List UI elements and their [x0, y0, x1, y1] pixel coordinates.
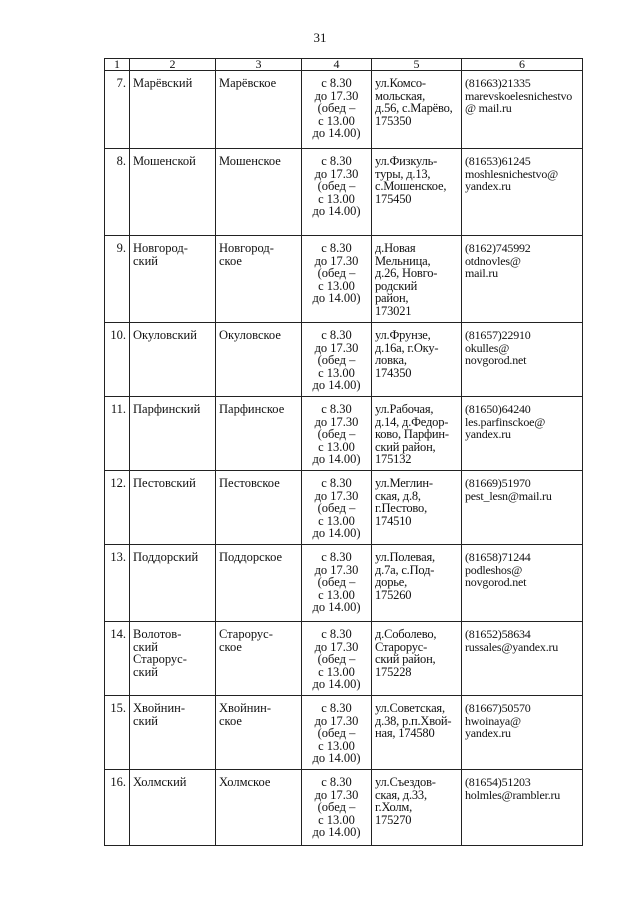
working-hours-line: с 13.00	[318, 812, 355, 827]
district-name	[130, 696, 216, 770]
forestry-registry-table	[104, 58, 583, 846]
table-row	[105, 545, 583, 622]
contact-info-line: marevskoelesnichestvo	[465, 88, 573, 103]
forestry-name-line: Поддорское	[219, 550, 283, 564]
row-number: 8.	[105, 149, 130, 236]
postal-address-line: район,	[375, 291, 409, 305]
postal-address-line: ская, д.33,	[375, 787, 427, 802]
district-name-line: Парфинский	[133, 402, 201, 416]
postal-address-line: родский	[375, 278, 418, 293]
working-hours-line: с 8.30	[321, 76, 352, 90]
working-hours-line: с 13.00	[318, 191, 355, 206]
contact-info-line: (8162)745992	[465, 241, 531, 255]
postal-address-line: д.38, р.п.Хвой-	[375, 713, 452, 728]
postal-address-line: д.56, с.Марёво,	[375, 101, 453, 115]
working-hours-line: с 8.30	[321, 775, 352, 789]
postal-address-line: ул.Комсо-	[375, 76, 426, 90]
working-hours-line: (обед –	[317, 726, 356, 740]
postal-address-line: 174510	[375, 513, 412, 528]
table-row	[105, 149, 583, 236]
working-hours-line: с 13.00	[318, 439, 355, 454]
working-hours-line: до 14.00)	[312, 526, 361, 540]
postal-address-line: д.26, Новго-	[375, 266, 438, 280]
row-number: 10.	[105, 323, 130, 397]
contact-info-line: novgorod.net	[465, 575, 527, 589]
district-name	[130, 545, 216, 622]
working-hours-line: (обед –	[317, 575, 356, 589]
postal-address-line: ул.Фрунзе,	[375, 328, 431, 342]
working-hours-line: до 14.00)	[312, 378, 361, 392]
working-hours-line: (обед –	[317, 800, 356, 814]
forestry-name-line: Хвойнин-	[219, 701, 272, 715]
working-hours-line: до 14.00)	[312, 452, 361, 466]
working-hours	[302, 471, 372, 545]
postal-address-line: 175260	[375, 587, 412, 602]
row-number: 11.	[105, 397, 130, 471]
forestry-name	[216, 397, 302, 471]
postal-address-line: 174350	[375, 365, 412, 380]
forestry-name	[216, 471, 302, 545]
postal-address-line: 175350	[375, 113, 412, 128]
working-hours-line: (обед –	[317, 652, 356, 666]
postal-address-line: дорье,	[375, 575, 408, 589]
postal-address-line: ский район,	[375, 439, 436, 454]
working-hours-line: до 17.30	[314, 88, 359, 103]
forestry-name	[216, 71, 302, 149]
forestry-name-line: Мошенское	[219, 154, 281, 168]
working-hours-line: (обед –	[317, 501, 356, 515]
working-hours	[302, 545, 372, 622]
contact-info-line: moshlesnichestvo@	[465, 166, 558, 181]
postal-address-line: ул.Советская,	[375, 701, 445, 715]
postal-address-line: д.7а, с.Под-	[375, 562, 435, 577]
postal-address-line: 173021	[375, 303, 412, 318]
district-name-line: Марёвский	[133, 76, 193, 90]
district-name	[130, 622, 216, 696]
working-hours-line: (обед –	[317, 179, 356, 193]
working-hours	[302, 397, 372, 471]
district-name-line: Хвойнин-	[133, 701, 186, 715]
district-name	[130, 236, 216, 323]
working-hours-line: до 17.30	[314, 713, 359, 728]
postal-address-line: ский район,	[375, 652, 436, 666]
working-hours-line: до 17.30	[314, 639, 359, 654]
district-name	[130, 397, 216, 471]
contact-info-line: (81652)58634	[465, 627, 531, 641]
postal-address-line: ул.Съездов-	[375, 775, 436, 789]
forestry-name-line: Марёвское	[219, 76, 277, 90]
postal-address-line: ул.Рабочая,	[375, 402, 434, 416]
working-hours-line: (обед –	[317, 266, 356, 280]
working-hours-line: с 13.00	[318, 113, 355, 128]
working-hours-line: с 8.30	[321, 701, 352, 715]
column-number-row	[105, 59, 583, 71]
forestry-name-line: Холмское	[219, 775, 271, 789]
contact-info	[462, 622, 583, 696]
working-hours-line: с 13.00	[318, 664, 355, 679]
contact-info-line: yandex.ru	[465, 726, 511, 740]
working-hours-line: (обед –	[317, 427, 356, 441]
working-hours-line: с 13.00	[318, 278, 355, 293]
column-header: 1	[105, 59, 130, 71]
postal-address	[372, 471, 462, 545]
postal-address-line: 175132	[375, 452, 412, 466]
column-header: 4	[302, 59, 372, 71]
working-hours-line: до 17.30	[314, 562, 359, 577]
contact-info-line: yandex.ru	[465, 179, 511, 193]
district-name-line: ский	[133, 713, 158, 728]
working-hours-line: до 14.00)	[312, 825, 361, 839]
table-row	[105, 471, 583, 545]
contact-info-line: (81663)21335	[465, 76, 531, 90]
district-name	[130, 71, 216, 149]
contact-info	[462, 397, 583, 471]
postal-address	[372, 397, 462, 471]
contact-info-line: pest_lesn@mail.ru	[465, 488, 552, 503]
working-hours	[302, 323, 372, 397]
postal-address-line: д.Новая	[375, 241, 416, 255]
contact-info-line: @ mail.ru	[465, 101, 512, 115]
working-hours-line: с 8.30	[321, 476, 352, 490]
row-number: 15.	[105, 696, 130, 770]
contact-info	[462, 696, 583, 770]
postal-address-line: г.Холм,	[375, 800, 413, 814]
district-name-line: Холмский	[133, 775, 187, 789]
forestry-name	[216, 236, 302, 323]
postal-address-line: ул.Физкуль-	[375, 154, 438, 168]
contact-info	[462, 71, 583, 149]
postal-address-line: д.14, д.Федор-	[375, 414, 449, 429]
postal-address-line: ул.Полевая,	[375, 550, 435, 564]
table-row	[105, 71, 583, 149]
working-hours-line: с 8.30	[321, 241, 352, 255]
postal-address-line: 175228	[375, 664, 412, 679]
postal-address	[372, 323, 462, 397]
postal-address-line: д.16а, г.Оку-	[375, 340, 439, 355]
contact-info-line: otdnovles@	[465, 253, 521, 268]
table-row	[105, 236, 583, 323]
postal-address-line: ская, д.8,	[375, 488, 421, 503]
postal-address	[372, 545, 462, 622]
table-row	[105, 622, 583, 696]
postal-address-line: Старорус-	[375, 639, 428, 654]
column-header: 5	[372, 59, 462, 71]
forestry-name	[216, 770, 302, 846]
postal-address-line: д.Соболево,	[375, 627, 437, 641]
contact-info-line: novgorod.net	[465, 353, 527, 367]
contact-info	[462, 770, 583, 846]
contact-info-line: yandex.ru	[465, 427, 511, 441]
contact-info	[462, 323, 583, 397]
working-hours-line: с 8.30	[321, 550, 352, 564]
postal-address-line: с.Мошенское,	[375, 179, 447, 193]
forestry-name-line: ское	[219, 639, 242, 654]
district-name-line: ский	[133, 253, 158, 268]
working-hours-line: с 13.00	[318, 738, 355, 753]
postal-address	[372, 149, 462, 236]
working-hours	[302, 622, 372, 696]
working-hours-line: до 17.30	[314, 488, 359, 503]
district-name-line: Мошенской	[133, 154, 196, 168]
page-number: 31	[313, 30, 327, 45]
contact-info	[462, 471, 583, 545]
postal-address-line: 175450	[375, 191, 412, 206]
forestry-name	[216, 149, 302, 236]
working-hours-line: с 13.00	[318, 365, 355, 380]
row-number: 16.	[105, 770, 130, 846]
contact-info-line: mail.ru	[465, 266, 498, 280]
working-hours-line: до 14.00)	[312, 126, 361, 140]
forestry-name	[216, 323, 302, 397]
district-name	[130, 471, 216, 545]
working-hours-line: до 17.30	[314, 787, 359, 802]
contact-info-line: holmles@rambler.ru	[465, 787, 561, 802]
postal-address-line: 175270	[375, 812, 412, 827]
postal-address-line: мольская,	[375, 88, 425, 103]
working-hours-line: с 8.30	[321, 402, 352, 416]
forestry-name	[216, 622, 302, 696]
row-number: 13.	[105, 545, 130, 622]
column-header: 6	[462, 59, 583, 71]
working-hours-line: с 13.00	[318, 513, 355, 528]
column-header: 3	[216, 59, 302, 71]
contact-info-line: (81658)71244	[465, 550, 531, 564]
forestry-name-line: Парфинское	[219, 402, 285, 416]
working-hours-line: до 17.30	[314, 414, 359, 429]
forestry-name-line: Новгород-	[219, 241, 274, 255]
working-hours	[302, 236, 372, 323]
contact-info	[462, 545, 583, 622]
postal-address-line: Мельница,	[375, 253, 431, 268]
forestry-name-line: Пестовское	[219, 476, 280, 490]
contact-info-line: hwoinaya@	[465, 713, 521, 728]
working-hours-line: до 17.30	[314, 166, 359, 181]
district-name-line: ский	[133, 639, 158, 654]
contact-info-line: (81654)51203	[465, 775, 531, 789]
district-name	[130, 323, 216, 397]
row-number: 7.	[105, 71, 130, 149]
table-row	[105, 770, 583, 846]
contact-info-line: (81669)51970	[465, 476, 531, 490]
contact-info-line: (81667)50570	[465, 701, 531, 715]
working-hours-line: до 14.00)	[312, 677, 361, 691]
postal-address	[372, 696, 462, 770]
contact-info	[462, 236, 583, 323]
working-hours-line: (обед –	[317, 101, 356, 115]
postal-address-line: г.Пестово,	[375, 501, 428, 515]
district-name-line: Новгород-	[133, 241, 188, 255]
postal-address-line: ул.Меглин-	[375, 476, 433, 490]
working-hours	[302, 71, 372, 149]
working-hours-line: до 17.30	[314, 253, 359, 268]
district-name-line: Окуловский	[133, 328, 197, 342]
table-row	[105, 397, 583, 471]
working-hours-line: до 14.00)	[312, 291, 361, 305]
postal-address	[372, 770, 462, 846]
contact-info-line: (81653)61245	[465, 154, 531, 168]
postal-address	[372, 622, 462, 696]
row-number: 12.	[105, 471, 130, 545]
contact-info-line: (81657)22910	[465, 328, 531, 342]
working-hours-line: с 8.30	[321, 328, 352, 342]
working-hours	[302, 770, 372, 846]
working-hours-line: до 14.00)	[312, 751, 361, 765]
district-name	[130, 149, 216, 236]
forestry-name	[216, 545, 302, 622]
district-name-line: Старорус-	[133, 652, 187, 666]
forestry-name-line: ское	[219, 253, 242, 268]
contact-info-line: okulles@	[465, 340, 510, 355]
working-hours-line: до 14.00)	[312, 204, 361, 218]
forestry-name-line: Окуловское	[219, 328, 281, 342]
contact-info-line: les.parfinsckoe@	[465, 414, 546, 429]
postal-address-line: ково, Парфин-	[375, 427, 449, 441]
postal-address-line: ная, 174580	[375, 726, 435, 740]
forestry-name-line: Старорус-	[219, 627, 273, 641]
district-name-line: Пестовский	[133, 476, 196, 490]
working-hours-line: до 14.00)	[312, 600, 361, 614]
working-hours-line: с 13.00	[318, 587, 355, 602]
working-hours-line: до 17.30	[314, 340, 359, 355]
forestry-name-line: ское	[219, 713, 242, 728]
contact-info-line: (81650)64240	[465, 402, 531, 416]
working-hours-line: с 8.30	[321, 154, 352, 168]
contact-info-line: podleshos@	[465, 562, 523, 577]
row-number: 14.	[105, 622, 130, 696]
table-row	[105, 323, 583, 397]
table-row	[105, 696, 583, 770]
working-hours	[302, 149, 372, 236]
column-header: 2	[130, 59, 216, 71]
postal-address-line: ловка,	[375, 353, 407, 367]
row-number: 9.	[105, 236, 130, 323]
district-name-line: Волотов-	[133, 627, 182, 641]
contact-info	[462, 149, 583, 236]
table-body	[105, 71, 583, 846]
working-hours-line: (обед –	[317, 353, 356, 367]
district-name	[130, 770, 216, 846]
forestry-name	[216, 696, 302, 770]
postal-address	[372, 71, 462, 149]
district-name-line: Поддорский	[133, 550, 199, 564]
postal-address-line: туры, д.13,	[375, 166, 431, 181]
district-name-line: ский	[133, 664, 158, 679]
contact-info-line: russales@yandex.ru	[465, 639, 559, 654]
working-hours	[302, 696, 372, 770]
working-hours-line: с 8.30	[321, 627, 352, 641]
postal-address	[372, 236, 462, 323]
